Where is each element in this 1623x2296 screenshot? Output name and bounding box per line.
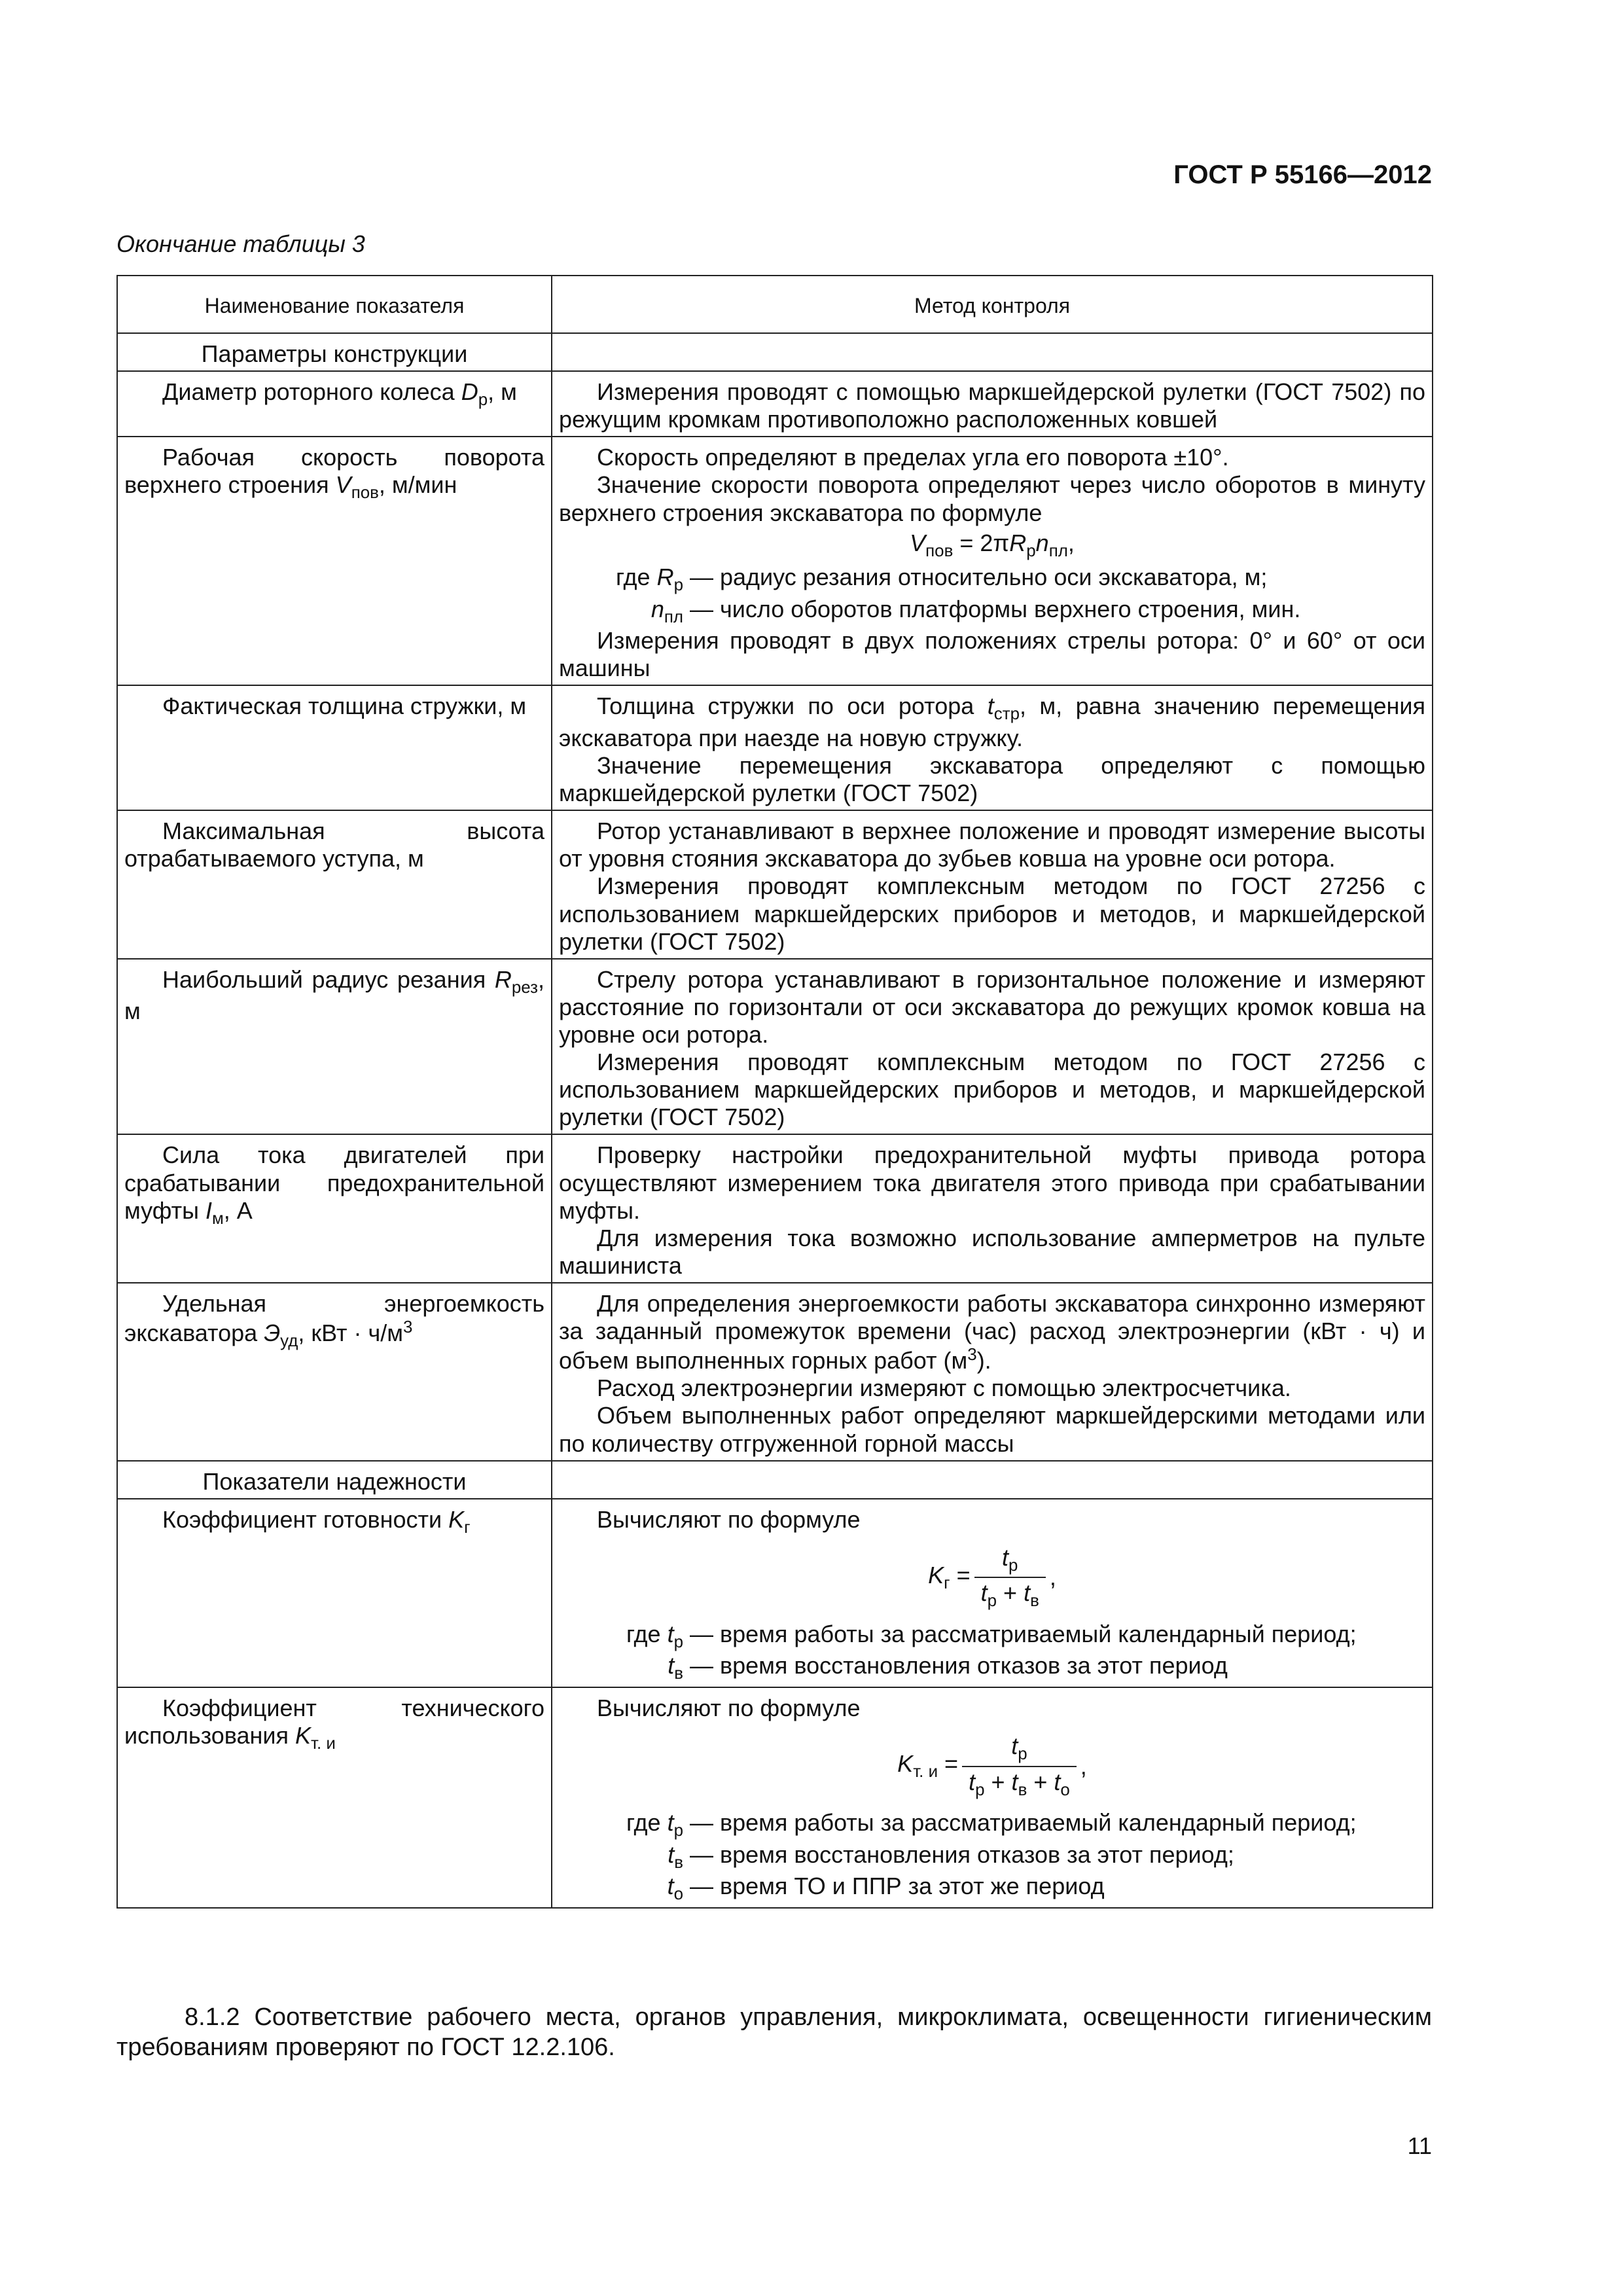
table-row xyxy=(117,810,1433,959)
formula-availability: $K_г$ = $\frac{t_р}{t_р + t_в}$ , xyxy=(928,1543,1056,1611)
method-cell: Для определения энергоемкости работы экскаватора синхронно измеряют за заданный промежуток времени (час) расход электроэнергии (кВт · ч) и объем выполненных горных работ $(м^3)$. Расход электроэнергии измеряют с помощью электросчетчика. Объем выполненных работ определяют маркшейдерскими методами или по количеству отгруженной горной массы xyxy=(552,1283,1433,1461)
table-row xyxy=(117,1134,1433,1283)
indicator-cell: Фактическая толщина стружки, м xyxy=(117,685,552,810)
indicator-cell: Удельная энергоемкость экскаватора $Э_{уд}$, кВт · $ч/м^3$ xyxy=(117,1283,552,1461)
formula-legend: где $t_р$ — время работы за рассматриваемый календарный период; $t_в$ — время восстановления отказов за этот период xyxy=(626,1620,1357,1683)
table-row xyxy=(117,959,1433,1135)
table-row xyxy=(117,437,1433,685)
section-row-reliability xyxy=(117,1461,1433,1499)
table-row xyxy=(117,1283,1433,1461)
method-cell: Скорость определяют в пределах угла его поворота ±10°. Значение скорости поворота определяют через число оборотов в минуту верхнего строения экскаватора по формуле $V_{пов} = 2\pi R_рn_{пл}$, где $R_р$ — радиус резания относительно оси экскаватора, м; $n_{пл}$ — число оборотов платформы верхнего строения, мин. Измерения проводят в двух положениях стрелы ротора: 0° и 60° от оси машины xyxy=(552,437,1433,685)
indicator-cell: Коэффициент готовности $K_г$ xyxy=(117,1499,552,1687)
formula-legend: где $R_р$ — радиус резания относительно оси экскаватора, м; $n_{пл}$ — число оборотов платформы верхнего строения, мин. xyxy=(616,564,1301,626)
indicator-cell: Диаметр роторного колеса $D_р$, м xyxy=(117,371,552,437)
page-number: 11 xyxy=(1407,2132,1432,2159)
indicator-cell: Рабочая скорость поворота верхнего строения $V_{пов}$, м/мин xyxy=(117,437,552,685)
table-row xyxy=(117,685,1433,810)
control-methods-table xyxy=(116,275,1433,1909)
indicator-cell: Максимальная высота отрабатываемого уступа, м xyxy=(117,810,552,959)
method-cell: Проверку настройки предохранительной муфты привода ротора осуществляют измерением тока двигателя этого привода при срабатывании муфты. Для измерения тока возможно использование амперметров на пульте машиниста xyxy=(552,1134,1433,1283)
indicator-cell: Коэффициент технического использования $K_{т. и}$ xyxy=(117,1687,552,1908)
formula-legend: где $t_р$ — время работы за рассматриваемый календарный период; $t_в$ — время восстановления отказов за этот период; $t_о$ — время ТО и ППР за этот же период xyxy=(626,1809,1357,1904)
section-title: Показатели надежности xyxy=(117,1461,552,1499)
table-caption: Окончание таблицы 3 xyxy=(116,230,365,257)
document-code: ГОСТ Р 55166—2012 xyxy=(1173,160,1432,189)
body-paragraph: 8.1.2 Соответствие рабочего места, органов управления, микроклимата, освещенности гигиеническим требованиям проверяют по ГОСТ 12.2.106. xyxy=(116,2003,1432,2061)
empty-cell xyxy=(552,1461,1433,1499)
indicator-cell: Сила тока двигателей при срабатывании предохранительной муфты $I_м$, А xyxy=(117,1134,552,1283)
section-title: Параметры конструкции xyxy=(117,333,552,371)
method-cell: Вычисляют по формуле $K_г$ = $\frac{t_р}{t_р + t_в}$ , где $t_р$ — время работы за рассматриваемый календарный период; $t_в$ — время восстановления отказов за этот период xyxy=(552,1499,1433,1687)
table-row xyxy=(117,371,1433,437)
section-row-design xyxy=(117,333,1433,371)
method-cell: Вычисляют по формуле $K_{т. и}$ = $\frac{t_р}{t_р + t_в + t_о}$ , где $t_р$ — время работы за рассматриваемый календарный период; $t_в$ — время восстановления отказов за этот период; $t_о$ — время ТО и ППР за этот же период xyxy=(552,1687,1433,1908)
column-header-indicator: Наименование показателя xyxy=(117,276,552,333)
method-cell: Стрелу ротора устанавливают в горизонтальное положение и измеряют расстояние по горизонтали от оси экскаватора до режущих кромок ковша на уровне оси ротора. Измерения проводят комплексным методом по ГОСТ 27256 с использованием маркшейдерских приборов и методов, и маркшейдерской рулетки (ГОСТ 7502) xyxy=(552,959,1433,1135)
table-row xyxy=(117,1687,1433,1908)
method-cell: Измерения проводят с помощью маркшейдерской рулетки (ГОСТ 7502) по режущим кромкам противоположно расположенных ковшей xyxy=(552,371,1433,437)
column-header-method: Метод контроля xyxy=(552,276,1433,333)
table-header-row xyxy=(117,276,1433,333)
formula-rotation-speed: $V_{пов} = 2\pi R_рn_{пл}$, xyxy=(910,529,1075,560)
empty-cell xyxy=(552,333,1433,371)
formula-technical-utilization: $K_{т. и}$ = $\frac{t_р}{t_р + t_в + t_о}$ , xyxy=(897,1732,1087,1799)
method-cell: Толщина стружки по оси ротора $t_{стр}$, м, равна значению перемещения экскаватора при наезде на новую стружку. Значение перемещения экскаватора определяют с помощью маркшейдерской рулетки (ГОСТ 7502) xyxy=(552,685,1433,810)
table-row xyxy=(117,1499,1433,1687)
method-cell: Ротор устанавливают в верхнее положение и проводят измерение высоты от уровня стояния экскаватора до зубьев ковша на уровне оси ротора. Измерения проводят комплексным методом по ГОСТ 27256 с использованием маркшейдерских приборов и методов, и маркшейдерской рулетки (ГОСТ 7502) xyxy=(552,810,1433,959)
indicator-cell: Наибольший радиус резания $R_{рез}$, м xyxy=(117,959,552,1135)
